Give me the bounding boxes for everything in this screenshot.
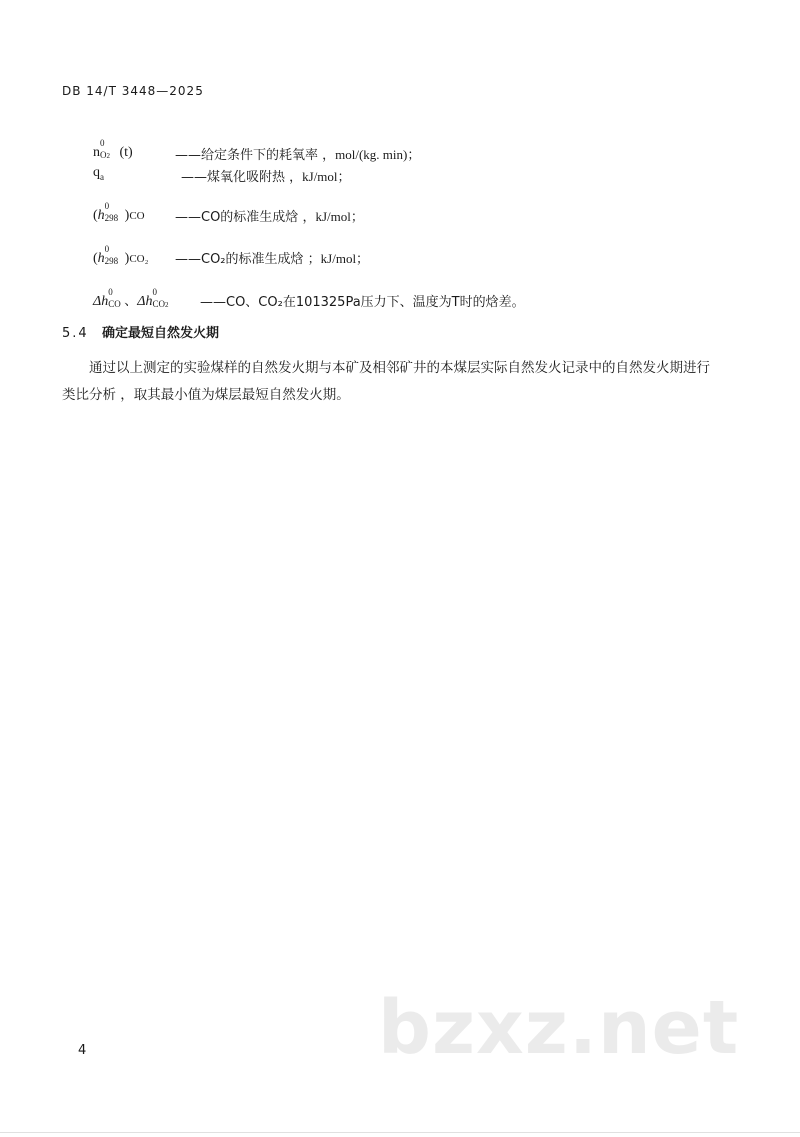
symbol-main: h — [97, 208, 105, 224]
dash: —— — [175, 148, 201, 163]
definition-desc: 给定条件下的耗氧率 ， — [201, 148, 336, 163]
symbol-tail: (t) — [116, 145, 133, 161]
definition-unit: kJ/mol； — [320, 251, 370, 266]
section-title: 确定最短自然发火期 — [102, 326, 220, 341]
definition-unit: kJ/mol； — [302, 169, 351, 184]
definition-unit: mol/(kg. min)； — [335, 147, 421, 162]
definition-text — [175, 206, 364, 225]
dash: —— — [175, 210, 201, 225]
definition-text — [175, 248, 369, 267]
symbol-enthalpy-differences — [93, 286, 174, 313]
definition-desc: CO、CO₂在101325Pa压力下、温度为T时的焓差。 — [226, 295, 525, 310]
symbol-b-sup: 0 — [152, 286, 157, 297]
symbol-sub: 298 — [104, 256, 119, 266]
definition-text — [200, 291, 525, 310]
symbol-tail: CO₂ — [129, 253, 149, 266]
document-code: DB 14/T 3448—2025 — [62, 84, 204, 98]
definition-desc: CO的标准生成焓 ， — [201, 210, 316, 225]
symbol-sub: a — [100, 171, 104, 182]
section-number: 5.4 — [62, 326, 89, 341]
symbol-sup: 0 — [104, 201, 110, 211]
symbol-a-sub: CO — [108, 298, 121, 309]
dash: —— — [181, 170, 207, 185]
body-paragraph — [62, 355, 722, 409]
definition-text — [175, 144, 420, 163]
symbol-co-enthalpy: (h 0 298 )CO — [93, 201, 145, 224]
separator: 、 — [124, 293, 138, 308]
dash: —— — [200, 295, 226, 310]
definition-desc: CO₂的标准生成焓 ； — [201, 252, 321, 267]
paragraph-text: 通过以上测定的实验煤样的自然发火期与本矿及相邻矿井的本煤层实际自然发火记录中的自然发火期进行类比分析 ，取其最小值为煤层最短自然发火期。 — [62, 360, 710, 403]
symbol-b-sub: CO — [152, 298, 165, 309]
symbol-main: q — [93, 165, 100, 180]
symbol-sub: 298 — [104, 213, 119, 223]
symbol-oxygen-consumption — [93, 138, 133, 164]
symbol-b-sub2: 2 — [164, 300, 169, 309]
symbol-a-sup: 0 — [108, 286, 113, 297]
symbol-a: Δh — [93, 294, 109, 309]
section-heading — [62, 322, 219, 341]
symbol-tail: CO — [129, 210, 145, 223]
symbol-sup: 0 — [104, 244, 110, 254]
definition-desc: 煤氧化吸附热 ， — [207, 170, 303, 185]
definition-text — [181, 166, 351, 185]
symbol-sup: 0 — [100, 138, 105, 148]
page-number: 4 — [78, 1043, 87, 1058]
symbol-sub2: 2 — [106, 152, 110, 160]
watermark: bzxz.net — [378, 985, 740, 1071]
symbol-main: h — [97, 251, 105, 267]
definition-unit: kJ/mol； — [315, 209, 364, 224]
symbol-adsorption-heat — [93, 165, 104, 182]
symbol-main: n — [93, 145, 100, 161]
page-bottom-edge — [0, 1132, 800, 1133]
symbol-co2-enthalpy: (h 0 298 )CO₂ — [93, 244, 149, 267]
symbol-sub: O — [100, 150, 107, 160]
dash: —— — [175, 252, 201, 267]
symbol-b: Δh — [137, 294, 153, 309]
